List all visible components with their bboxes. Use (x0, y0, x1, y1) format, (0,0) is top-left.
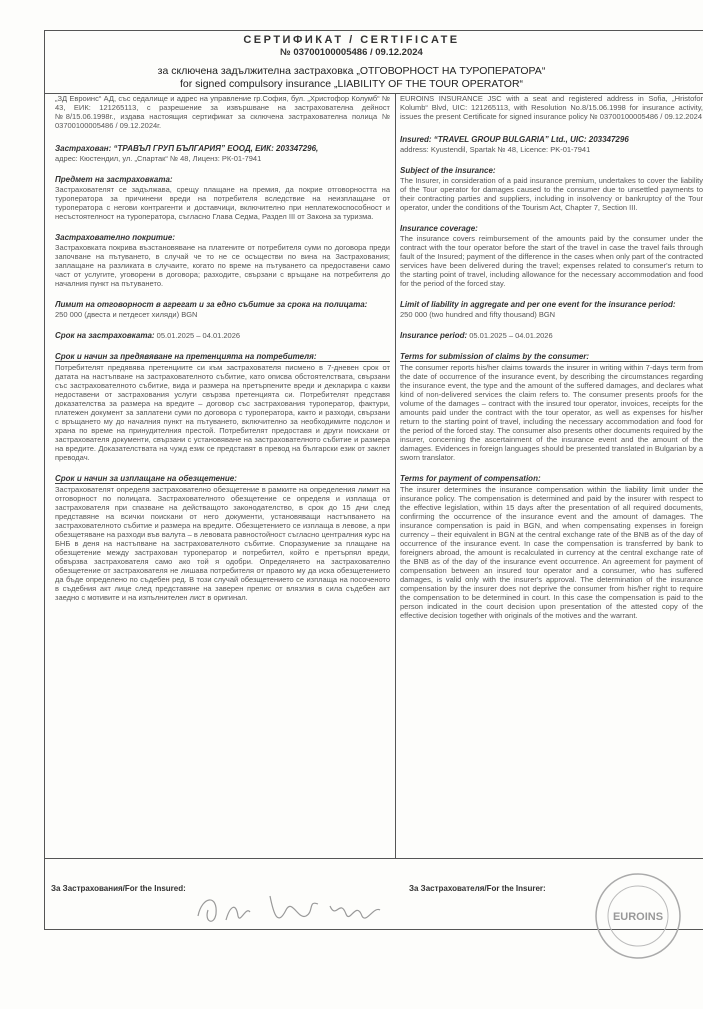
insured-heading-en: Insured: “TRAVEL GROUP BULGARIA” Ltd., UIC: 203347296 (400, 135, 629, 144)
payment-block (55, 474, 390, 602)
payment-text: Застрахователят определя застрахователно обезщетение в рамките на определения лимит на отговорност по полицата. Застрахователното обезщетение се определя и изплаща от застрахователя при спазване на действащото законодателство, в срок до 15 дни след представяне на всички поискани от него документи, установяващи настъпването на застрахователното събитие и размера на вредите. Обезщетението се изплаща в левове, а при обезщетяване на разходи във валута – в левовата равностойност съгласно централния курс на БНБ в деня на настъпване на застрахователното събитие. Споразумение за плащане на обезщетение между застрахован туроператор и потребител, който е претърпял вреди, обвързва застрахователя само ако той я одобри. Определянето на застрахователно обезщетение от застрахователя не лишава потребителя от правото му да иска обезщетението да бъде определено по съдебен ред. В този случай обезщетението се изплаща на посоченото в съдебния акт лице след представяне на заверен препис от влязлия в сила съдебен акт заедно с мотивите и на изпълнителен лист в оригинал. (55, 485, 390, 602)
limit-heading-en: Limit of liability in aggregate and per one event for the insurance period: (400, 300, 676, 309)
payment-heading: Срок и начин за изплащане на обезщетение: (55, 474, 390, 484)
issuer-intro-en: EUROINS INSURANCE JSC with a seat and registered address in Sofia, „Hristofor Kolumb“ Blvd, UIC: 121265113, with Resolution No.8/15.06.1998 for insurance activity, issues the present Certificate for signed insurance policy № 03700100005486 / 09.12.2024 (400, 94, 703, 121)
period-heading: Срок на застраховката: (55, 331, 155, 340)
handwritten-signature (190, 876, 400, 936)
claims-block (55, 352, 390, 462)
insured-heading: Застрахован: “ТРАВЪЛ ГРУП БЪЛГАРИЯ” ЕООД, ЕИК: 203347296, (55, 144, 319, 153)
period-heading-en: Insurance period: (400, 331, 468, 340)
issuer-intro: „ЗД Евроинс“ АД, със седалище и адрес на управление гр.София, бул. „Христофор Колумб“ № 43, ЕИК: 121265113, с разрешение за извършване на застрахователна дейност №8/15.06.1998г., издава настоящия сертификат за сключена застрахователна полица № 03700100005486 / 09.12.2024г. (55, 94, 390, 130)
insured-address: адрес: Кюстендил, ул. „Спартак“ № 48, Лиценз: РК-01-7941 (55, 154, 262, 163)
coverage-block (55, 233, 390, 288)
bulgarian-column (55, 94, 390, 854)
insurer-signature-label: За Застрахователя/For the Insurer: (409, 884, 546, 893)
left-border (44, 30, 45, 930)
company-stamp (592, 870, 684, 962)
limit-value: 250 000 (двеста и петдесет хиляди) BGN (55, 310, 198, 319)
insured-block-en (400, 135, 703, 154)
period-block-en (400, 331, 703, 340)
insured-signature-label: За Застрахования/For the Insured: (51, 884, 186, 893)
period-block (55, 331, 390, 340)
payment-heading-en: Terms for payment of compensation: (400, 474, 703, 484)
coverage-heading-en: Insurance coverage: (400, 224, 478, 233)
subject-block-en (400, 166, 703, 212)
subject-text-en: The Insurer, in consideration of a paid insurance premium, undertakes to cover the liability of the Tour operator for damages caused to the consumer due to unsettled payments to their contracting parties and suppliers, including in insolvency or bankruptcy of the Tour operator, under the conditions of the Tourism Act, Chapter 7, Section III. (400, 176, 703, 212)
insurance-type-en: for signed compulsory insurance „LIABILITY OF THE TOUR OPERATOR“ (179, 78, 524, 90)
column-divider (395, 93, 396, 858)
certificate-title: СЕРТИФИКАТ / CERTIFICATE (243, 34, 460, 46)
body-bottom-divider (44, 858, 703, 859)
claims-text: Потребителят предявява претенциите си към застрахователя писмено в 7-дневен срок от датата на настъпване на застрахователното събитие, като описва обстоятелствата, свързани със застрахователното събитие, вида и размера на претърпените вреди и декларира с какви недоставени от застрахования услуги свързва претенцията си. Потребителят представя доказателства за размера на вредите – договор със застрахования туроператор, фактури, платежен документ за заплатени суми по договора с туроператора, както и разходи, свързани с връщането му до началния пункт на пътуването, включително за необходимите подслон и храна по време на принудителния престой. Потребителят предоставя и други поискани от застрахователя документи, свързани с установяване на застрахователното събитие и размера на вредите. Доказателствата на чужд език се представят в превод на български език от заклет преводач. (55, 363, 390, 462)
limit-block (55, 300, 390, 319)
stamp-text: EUROINS (612, 911, 664, 923)
insured-address-en: address: Kyustendil, Spartak № 48, Licence: PK-01-7941 (400, 145, 591, 154)
limit-value-en: 250 000 (two hundred and fifty thousand) BGN (400, 310, 556, 319)
insurance-type-bg: за сключена задължителна застраховка „ОТГОВОРНОСТ НА ТУРОПЕРАТОРА“ (157, 65, 546, 77)
subject-heading: Предмет на застраховката: (55, 175, 173, 184)
coverage-text-en: The insurance covers reimbursement of the amounts paid by the consumer under the contract with the tour operator before the start of the travel in case the travel fails through fault of the Insured; payment of the difference in the cases when only part of the contracted services have been delivered during the travel; expenses related to consumer's return to the starting point of travel, including allowance for the necessary accommodation and food for the period of the forced stay. (400, 234, 703, 288)
subject-text: Застрахователят се задължава, срещу плащане на премия, да покрие отговорността на туроператора за причинени вреди на потребителя вследствие на неизплащане от туроператора с негови контрагенти и доставчици, включително при неплатежоспособност и несъстоятелност на туроператора, съгласно Глава Седма, Раздел III от Закона за туризма. (55, 185, 390, 221)
coverage-heading: Застрахователно покритие: (55, 233, 175, 242)
payment-block-en (400, 474, 703, 620)
coverage-text: Застраховката покрива възстановяване на платените от потребителя суми по договора преди започване на пътуването, в случай че то не се осъществи по вина на Застрахования; заплащане на разликата в случаите, когато по време на пътуването са предоставени само част от услугите, уговорени в договора; разходите, свързани с връщане на потребителя до началния пункт на пътуването. (55, 243, 390, 288)
top-border (44, 30, 703, 31)
subject-block (55, 175, 390, 221)
claims-text-en: The consumer reports his/her claims towards the insurer in writing within 7-days term from the date of occurrence of the insurance event, by describing the circumstances regarding the insurance event, the type and the amount of the suffered damages, and declares what kind of non-delivered services the claim refers to. The consumer presents proofs for the volume of the damages – contract with the insured tour operator, invoices, receipts for the amounts paid under the contract with the tour operator, as well as expenses for his/her return to the starting point of travel, including the necessary accommodation and food for the period of the forced stay. The consumer also presents other documents required by the insurer, concerning the ascertainment of the insurance event and the amount of the damages. Evidences in foreign languages should be presented translated in Bulgarian by a sworn translator. (400, 363, 703, 462)
certificate-number: № 03700100005486 / 09.12.2024 (280, 47, 423, 58)
claims-block-en (400, 352, 703, 462)
period-value: 05.01.2025 – 04.01.2026 (156, 331, 241, 340)
coverage-block-en (400, 224, 703, 288)
claims-heading-en: Terms for submission of claims by the consumer: (400, 352, 703, 362)
limit-heading: Лимит на отговорност в агрегат и за едно събитие за срока на полицата: (55, 300, 368, 309)
payment-text-en: The insurer determines the insurance compensation within the liability limit under the insurance policy. The compensation is determined and paid by the insurer with respect to the effective legislation, within 15 days after the presentation of all required documents, confirming the occurrence of the insurance event and the amount of damages. The insurance compensation is paid in BGN, and when compensating expenses in foreign currency – their equivalent in BGN at the central exchange rate of the BNB as of the day of occurrence of the insurance event. In case the compensation is transferred by bank to foreigners abroad, the amount is recalculated in currency at the central exchange rate of the BNB as of the day of the insurance event occurrence. An agreement for payment of compensation between an insured tour operator and a consumer, who has suffered damages, is valid only with the insurer's approval. The determination of the insurance compensation by the insurer does not deprive the consumer from his/her right to require the compensation to be determined in court. In this case the compensation is paid to the person indicated in the court decision upon presentation of the attested copy of the effective decision together with originals of the motives and the warrant. (400, 485, 703, 620)
limit-block-en (400, 300, 703, 319)
period-value-en: 05.01.2025 – 04.01.2026 (469, 331, 553, 340)
insured-block (55, 144, 390, 163)
claims-heading: Срок и начин за предявяване на претенцията на потребителя: (55, 352, 390, 362)
english-column (400, 94, 703, 854)
subject-heading-en: Subject of the insurance: (400, 166, 496, 175)
